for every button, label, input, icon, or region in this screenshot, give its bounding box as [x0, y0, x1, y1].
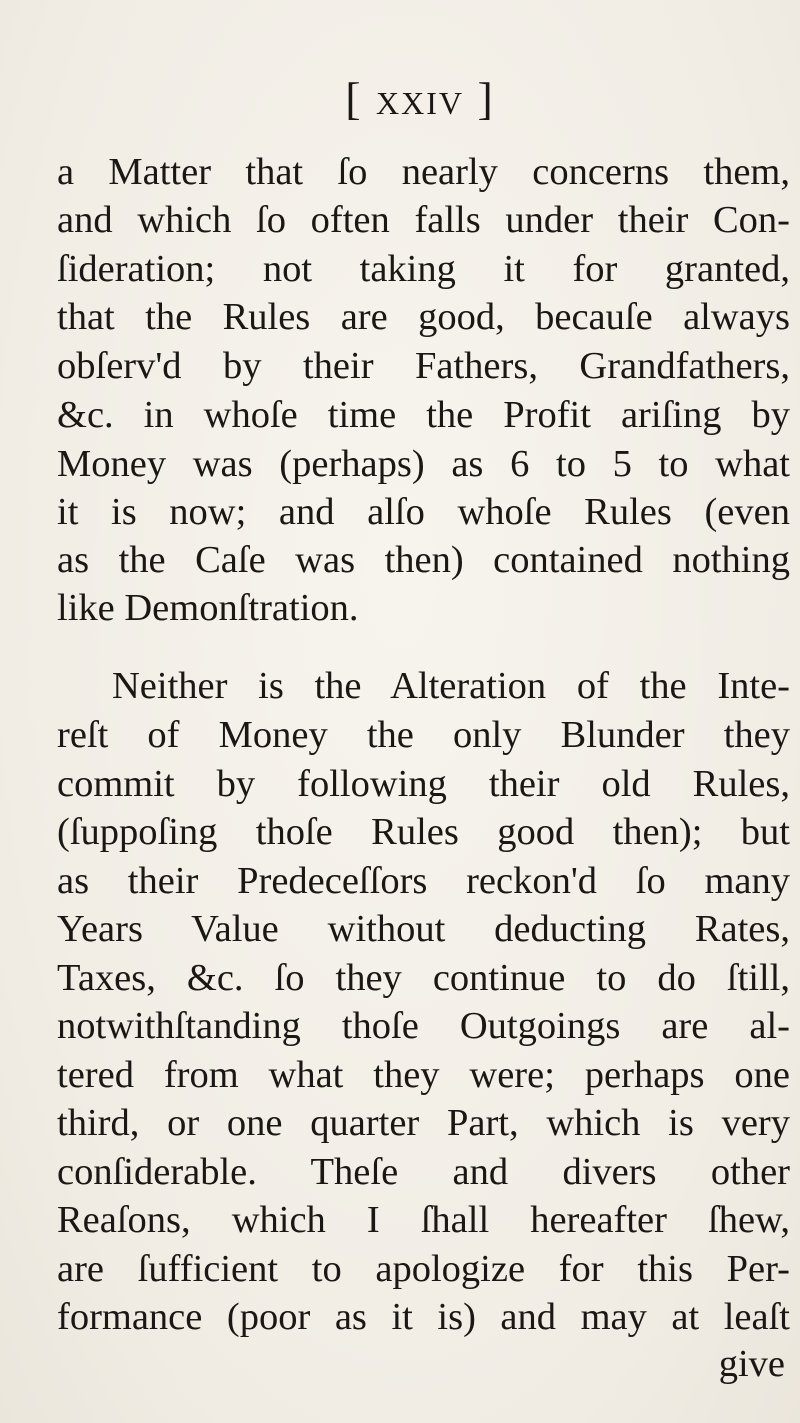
text-line: commit by following their old Rules,	[57, 763, 790, 805]
text-line: Taxes, &c. ſo they continue to do ſtill,	[57, 957, 790, 999]
text-line: Years Value without deducting Rates,	[57, 908, 790, 950]
text-line: notwithſtanding thoſe Outgoings are al-	[57, 1005, 790, 1047]
text-line: a Matter that ſo nearly concerns them,	[57, 151, 790, 193]
text-line: Reaſons, which I ſhall hereafter ſhew,	[57, 1199, 790, 1241]
text-line: and which ſo often falls under their Con-	[57, 199, 790, 241]
text-line: as their Predeceſſors reckon'd ſo many	[57, 860, 790, 902]
text-line: (ſuppoſing thoſe Rules good then); but	[57, 811, 790, 853]
text-line: conſiderable. Theſe and divers other	[57, 1151, 790, 1193]
text-line: ſideration; not taking it for granted,	[57, 248, 790, 290]
text-line: that the Rules are good, becauſe always	[57, 296, 790, 338]
text-line: are ſufficient to apologize for this Per-	[57, 1248, 790, 1290]
text-line: like Demonſtration.	[57, 587, 359, 629]
text-line: it is now; and alſo whoſe Rules (even	[57, 491, 790, 533]
page-number-header: [ xxiv ]	[345, 73, 495, 124]
text-line: formance (poor as it is) and may at leaſt	[57, 1296, 790, 1338]
text-line: obſerv'd by their Fathers, Grandfathers,	[57, 345, 790, 387]
text-line: as the Caſe was then) contained nothing	[57, 539, 790, 581]
text-line: Money was (perhaps) as 6 to 5 to what	[57, 443, 790, 485]
text-line: third, or one quarter Part, which is very	[57, 1102, 790, 1144]
text-line: Neither is the Alteration of the Inte-	[112, 665, 790, 707]
text-line: reſt of Money the only Blunder they	[57, 714, 790, 756]
catchword: give	[718, 1343, 785, 1385]
text-line: &c. in whoſe time the Profit ariſing by	[57, 394, 790, 436]
text-line: tered from what they were; perhaps one	[57, 1054, 790, 1096]
